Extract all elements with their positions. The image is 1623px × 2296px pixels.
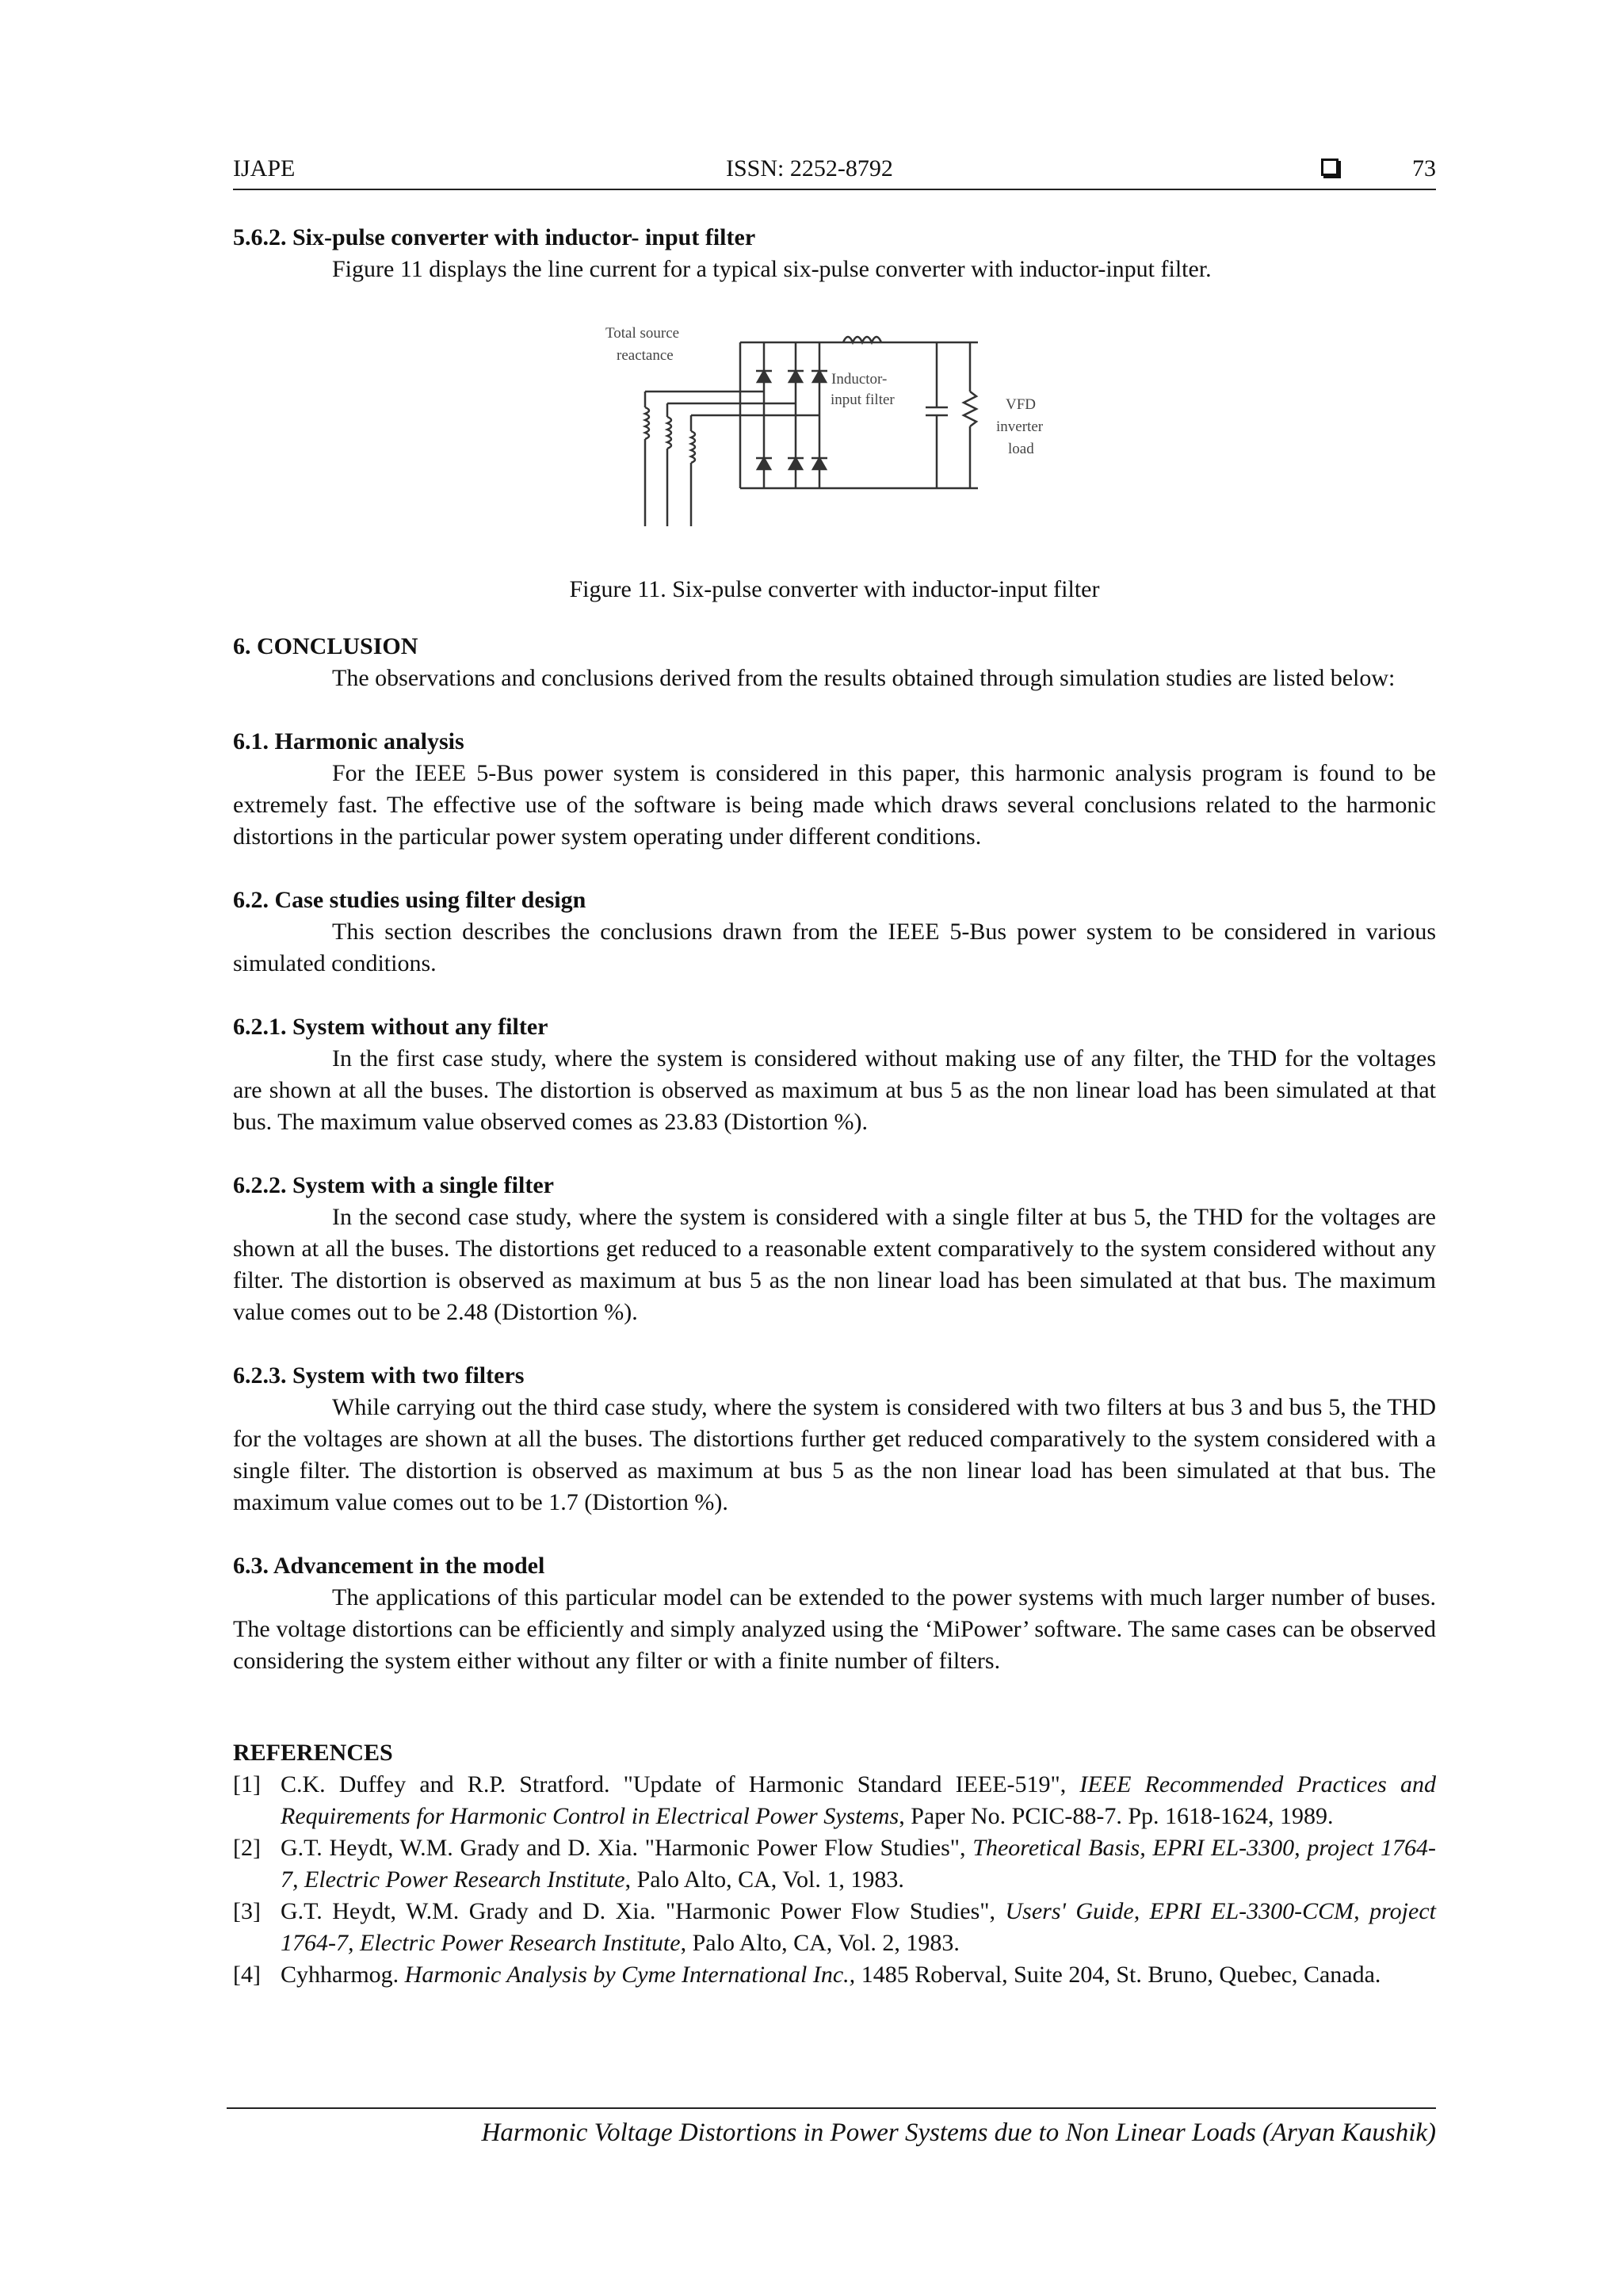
section-text-conclusion: The observations and conclusions derived from the results obtained through simulation studies are listed below: [332, 665, 1396, 691]
running-footer-title: Harmonic Voltage Distortions in Power Systems due to Non Linear Loads (Aryan Kaushik) [481, 2118, 1436, 2147]
diode-icons [758, 371, 826, 469]
reference-item: [1] C.K. Duffey and R.P. Stratford. "Update of Harmonic Standard IEEE-519", IEEE Recommended Practices and Requirements for Harmonic Control in Electrical Power Systems, Paper No. PCIC-88-7. Pp. 1618-1624, 1989. [233, 1771, 1436, 1829]
section-text-6-2-3: While carrying out the third case study, where the system is considered with two filters at bus 3 and bus 5, the THD for the voltages are shown at all the buses. The distortions further get reduced comparatively to the system considered with a single filter. The distortion is observed as maximum at bus 5 as the non linear load has been simulated at that bus. The maximum value comes out to be 1.7 (Distortion %). [233, 1394, 1436, 1515]
section-heading-6-3: 6.3. Advancement in the model [233, 1553, 545, 1579]
load-resistor-icon [964, 392, 976, 426]
converter-circuit-diagram [605, 312, 1065, 550]
source-reactance-label: Total source [605, 325, 680, 342]
page-header [233, 155, 1436, 190]
references-heading: REFERENCES [233, 1740, 393, 1766]
coil-c-icon [691, 431, 695, 463]
load-label: VFD [1006, 396, 1037, 413]
section-text-6-2-1: In the first case study, where the system is considered without making use of any filter, the THD for the voltages are shown at all the buses. The distortion is observed as maximum at bus 5 as the non linear load has been simulated at that bus. The maximum value observed comes as 23.83 (Distortion %). [233, 1045, 1436, 1135]
page-number: 73 [1412, 155, 1436, 181]
section-text-6-3: The applications of this particular model can be extended to the power systems with much larger number of buses. The voltage distortions can be efficiently and simply analyzed using the ‘MiPower’ software. The same cases can be observed considering the system either without any filter or with a finite number of filters. [233, 1584, 1436, 1674]
page-footer [227, 2107, 1436, 2148]
section-heading-5-6-2: 5.6.2. Six-pulse converter with inductor- input filter [233, 224, 756, 250]
section-heading-6-2-3: 6.2.3. System with two filters [233, 1362, 525, 1389]
section-heading-conclusion: 6. CONCLUSION [233, 633, 418, 659]
section-heading-6-2-1: 6.2.1. System without any filter [233, 1014, 548, 1040]
svg-text:input filter: input filter [831, 392, 895, 408]
section-text-6-2-2: In the second case study, where the system is considered with a single filter at bus 5, the THD for the voltages are shown at all the buses. The distortions get reduced to a reasonable extent comparatively to the system considered without any filter. The distortion is observed as maximum at bus 5 as the non linear load has been simulated at that bus. The maximum value comes out to be 2.48 (Distortion %). [233, 1204, 1436, 1325]
issn: ISSN: 2252-8792 [726, 155, 893, 181]
svg-text:load: load [1008, 441, 1034, 457]
section-text-5-6-2: Figure 11 displays the line current for a typical six-pulse converter with inductor-input filter. [332, 256, 1212, 282]
svg-text:inverter: inverter [996, 418, 1044, 435]
square-bullet-icon [1321, 159, 1338, 176]
figure-caption: Figure 11. Six-pulse converter with inductor-input filter [569, 576, 1100, 602]
reference-list [233, 1769, 1436, 1991]
filter-label: Inductor- [831, 371, 888, 388]
journal-name: IJAPE [233, 155, 296, 181]
main-content [233, 222, 1436, 1991]
reference-item: [2] G.T. Heydt, W.M. Grady and D. Xia. "Harmonic Power Flow Studies", Theoretical Basis, EPRI EL-3300, project 1764-7, Electric Power Research Institute, Palo Alto, CA, Vol. 1, 1983. [233, 1835, 1436, 1893]
reference-item: [3] G.T. Heydt, W.M. Grady and D. Xia. "Harmonic Power Flow Studies", Users' Guide, EPRI EL-3300-CCM, project 1764-7, Electric Power Research Institute, Palo Alto, CA, Vol. 2, 1983. [233, 1898, 1436, 1956]
section-text-6-2: This section describes the conclusions drawn from the IEEE 5-Bus power system to be considered in various simulated conditions. [233, 919, 1436, 976]
coil-b-icon [667, 417, 671, 449]
section-text-6-1: For the IEEE 5-Bus power system is considered in this paper, this harmonic analysis program is found to be extremely fast. The effective use of the software is being made which draws several conclusions related to the harmonic distortions in the particular power system operating under different conditions. [233, 760, 1436, 850]
svg-text:reactance: reactance [617, 347, 674, 364]
figure-11 [233, 312, 1436, 574]
section-heading-6-2-2: 6.2.2. System with a single filter [233, 1172, 554, 1198]
section-heading-6-2: 6.2. Case studies using filter design [233, 887, 586, 913]
reference-item: [4] Cyhharmog. Harmonic Analysis by Cyme International Inc., 1485 Roberval, Suite 204, St. Bruno, Quebec, Canada. [233, 1962, 1381, 1988]
coil-a-icon [645, 407, 649, 439]
section-heading-6-1: 6.1. Harmonic analysis [233, 728, 464, 755]
